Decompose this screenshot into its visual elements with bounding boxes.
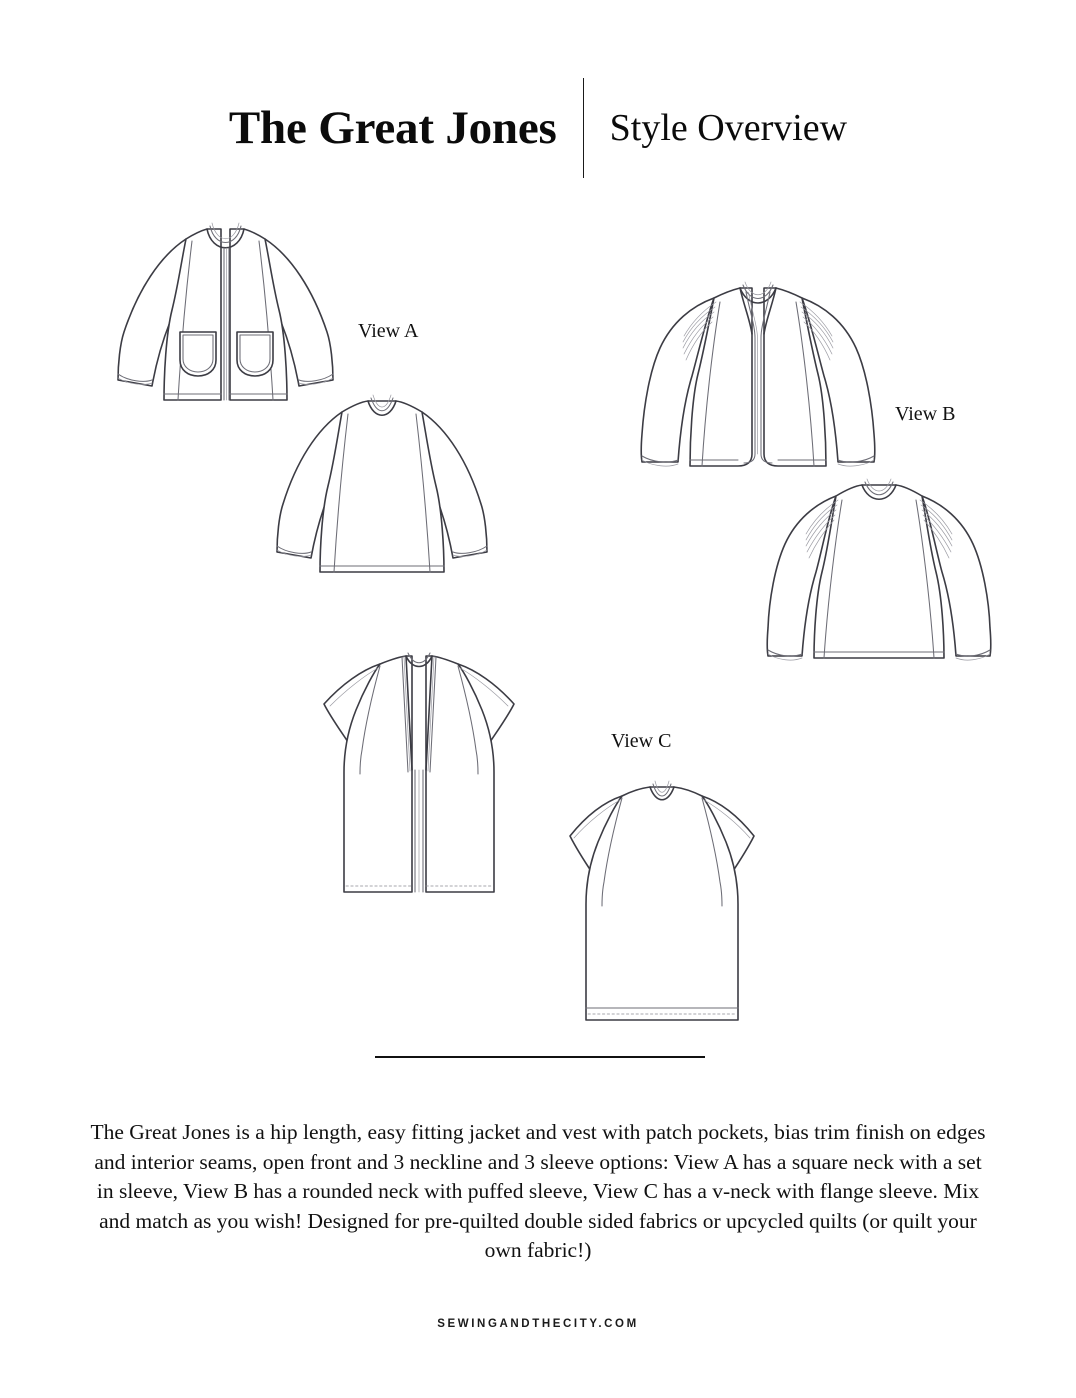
- page-title: The Great Jones: [228, 101, 557, 154]
- view-c-front-vest: [308, 646, 530, 898]
- view-a-label: View A: [358, 320, 419, 342]
- technical-flats-area: [0, 200, 1076, 1050]
- footer-website: SEWINGANDTHECITY.COM: [437, 1318, 639, 1330]
- document-header: [0, 78, 1076, 178]
- view-c-label: View C: [611, 730, 672, 752]
- pattern-description: The Great Jones is a hip length, easy fitting jacket and vest with patch pockets, bias trim finish on edges and interior seams, open front and 3 neckline and 3 sleeve options: View A has a square neck with a set in sleeve, View B has a rounded neck with puffed sleeve, View C has a v-neck with flange sleeve. Mix and match as you wish! Designed for pre-quilted double sided fabrics or upcycled quilts (or quilt your own fabric!): [90, 1120, 986, 1262]
- section-divider-rule: [375, 1056, 705, 1058]
- view-c-back-vest: [556, 778, 768, 1026]
- view-b-front-jacket: [634, 276, 882, 476]
- view-a-front-jacket: [108, 214, 343, 409]
- document-subtitle: Style Overview: [609, 107, 848, 149]
- view-b-label: View B: [895, 403, 956, 425]
- view-b-back-jacket: [760, 474, 998, 666]
- view-a-back-jacket: [268, 388, 498, 580]
